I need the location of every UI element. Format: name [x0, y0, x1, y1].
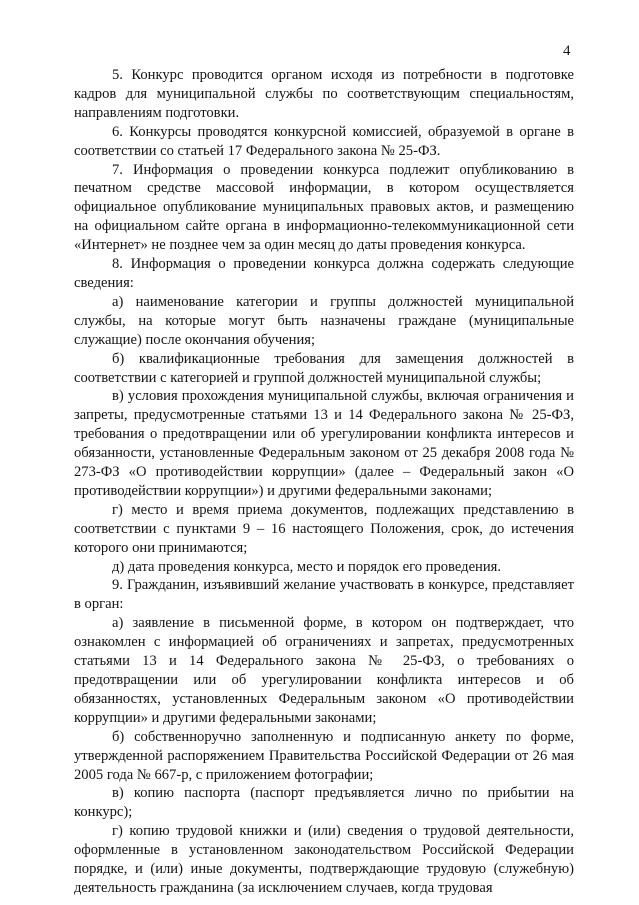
paragraph-7-publication: 7. Информация о проведении конкурса подлежит опубликованию в печатном средстве массовой информации, в котором осуществляется официальное опубликование муниципальных правовых актов, и размещению на официальном сайте органа в информационно-телекоммуникационной сети «Интернет» не позднее чем за один месяц до даты проведения конкурса. — [74, 161, 574, 254]
paragraph-9g: г) копию трудовой книжки и (или) сведения о трудовой деятельности, оформленные в установленном законодательством Российской Федерации порядке, и (или) иные документы, подтверждающие трудовую (служебную) деятельность гражданина (за исключением случаев, когда трудовая — [74, 823, 574, 896]
paragraph-8d: д) дата проведения конкурса, место и порядок его проведения. — [112, 558, 502, 575]
paragraph-9b: б) собственноручно заполненную и подписанную анкету по форме, утвержденной распоряжением Правительства Российской Федерации от 26 мая 2005 года № 667-р, с приложением фотографии; — [74, 728, 574, 783]
paragraph-9-documents: 9. Гражданин, изъявивший желание участвовать в конкурсе, представляет в орган: — [74, 577, 574, 613]
paragraph-8v: в) условия прохождения муниципальной службы, включая ограничения и запреты, предусмотренные статьями 13 и 14 Федерального закона № 25-ФЗ, требования о предотвращении или об урегулировании конфликта интересов и обязанности, установленные Федеральным законом от 25 декабря 2008 года № 273-ФЗ «О противодействии коррупции» (далее – Федеральный закон «О противодействии коррупции») и другими федеральными законами; — [74, 388, 574, 499]
paragraph-9v: в) копию паспорта (паспорт предъявляется лично по прибытии на конкурс); — [74, 785, 574, 821]
paragraph-6-commission: 6. Конкурсы проводятся конкурсной комиссией, образуемой в органе в соответствии со статьей 17 Федерального закона № 25-ФЗ. — [74, 123, 574, 159]
paragraph-8g: г) место и время приема документов, подлежащих представлению в соответствии с пунктами 9 – 16 настоящего Положения, срок, до истечения которого они принимаются; — [74, 501, 574, 556]
paragraph-5-competition-basis: 5. Конкурс проводится органом исходя из потребности в подготовке кадров для муниципальной службы по соответствующим специальностям, направлениям подготовки. — [74, 67, 574, 121]
document-body — [74, 66, 574, 898]
page-number: 4 — [563, 43, 571, 59]
paragraph-9a: а) заявление в письменной форме, в котором он подтверждает, что ознакомлен с информацией об ограничениях и запретах, предусмотренных статьями 13 и 14 Федерального закона № 25-ФЗ, о требованиях о предотвращении или об урегулировании конфликта интересов и об обязанностях, установленных Федеральным законом «О противодействии коррупции» и другими федеральными законами; — [74, 615, 574, 726]
paragraph-8a: а) наименование категории и группы должностей муниципальной службы, на которые могут быть назначены граждане (муниципальные служащие) после окончания обучения; — [74, 293, 574, 348]
paragraph-8b: б) квалификационные требования для замещения должностей в соответствии с категорией и группой должностей муниципальной службы; — [74, 350, 574, 386]
paragraph-8-information: 8. Информация о проведении конкурса должна содержать следующие сведения: — [74, 256, 574, 291]
